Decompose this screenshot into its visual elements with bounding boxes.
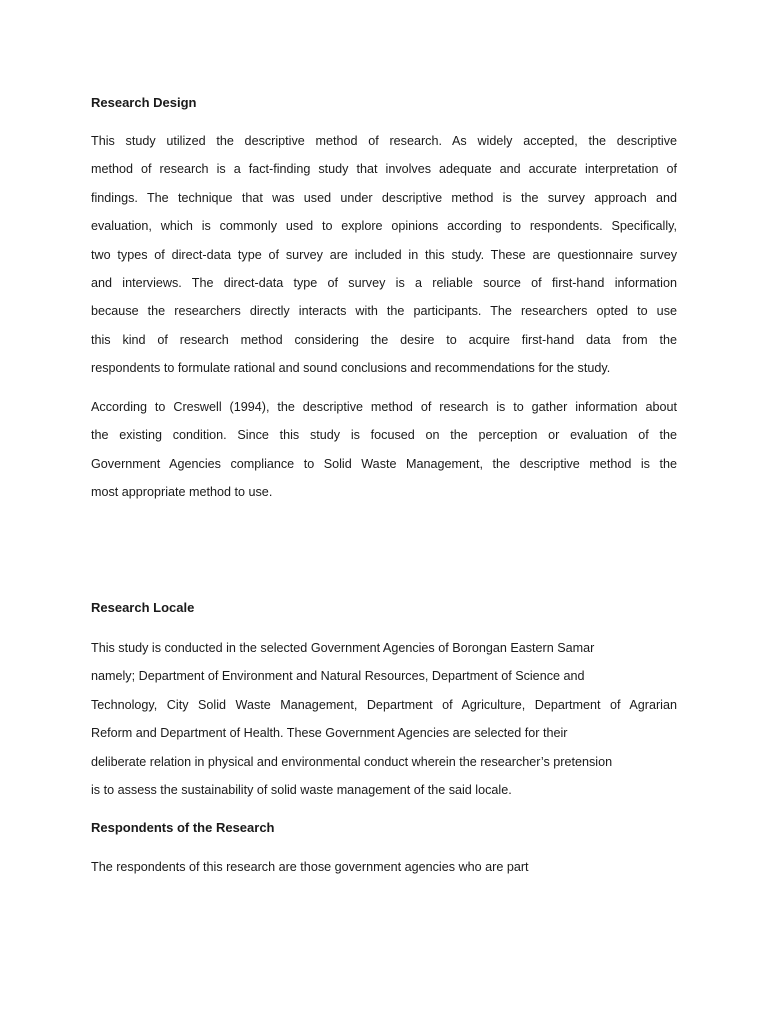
text-line: respondents to formulate rational and sound conclusions and recommendations for the study. — [91, 361, 611, 376]
text-line: most appropriate method to use. — [91, 485, 273, 500]
text-line: two types of direct-data type of survey are included in this study. These are questionnaire survey — [91, 247, 677, 262]
text-line: namely; Department of Environment and Natural Resources, Department of Science and — [91, 669, 585, 684]
section-heading-research-design: Research Design — [91, 95, 197, 110]
paragraph-research-design-1 — [91, 127, 677, 383]
section-heading-research-locale: Research Locale — [91, 600, 195, 615]
paragraph-research-design-2 — [91, 393, 677, 507]
text-line: evaluation, which is commonly used to explore opinions according to respondents. Specifically, — [91, 219, 677, 234]
text-line: the existing condition. Since this study is focused on the perception or evaluation of the — [91, 428, 677, 443]
text-line: deliberate relation in physical and environmental conduct wherein the researcher’s pretension — [91, 754, 613, 769]
paragraph-research-locale — [91, 634, 677, 804]
text-line: This study utilized the descriptive method of research. As widely accepted, the descriptive — [91, 134, 677, 148]
text-line: This study is conducted in the selected Government Agencies of Borongan Eastern Samar — [91, 641, 595, 655]
text-line: Technology, City Solid Waste Management, Department of Agriculture, Department of Agrarian — [91, 697, 677, 712]
text-line: findings. The technique that was used under descriptive method is the survey approach and — [91, 190, 677, 205]
text-line: this kind of research method considering the desire to acquire first-hand data from the — [91, 332, 677, 347]
text-line: Reform and Department of Health. These Government Agencies are selected for their — [91, 726, 568, 741]
section-heading-respondents: Respondents of the Research — [91, 820, 275, 835]
text-line: because the researchers directly interacts with the participants. The researchers opted to use — [91, 304, 677, 319]
text-line: is to assess the sustainability of solid waste management of the said locale. — [91, 782, 512, 797]
text-line: According to Creswell (1994), the descriptive method of research is to gather information about — [91, 400, 677, 414]
text-line: method of research is a fact-finding study that involves adequate and accurate interpretation of — [91, 162, 677, 177]
text-line: Government Agencies compliance to Solid Waste Management, the descriptive method is the — [91, 456, 677, 471]
text-line: and interviews. The direct-data type of survey is a reliable source of first-hand information — [91, 275, 677, 290]
paragraph-respondents — [91, 853, 677, 881]
text-line: The respondents of this research are those government agencies who are part — [91, 860, 529, 874]
